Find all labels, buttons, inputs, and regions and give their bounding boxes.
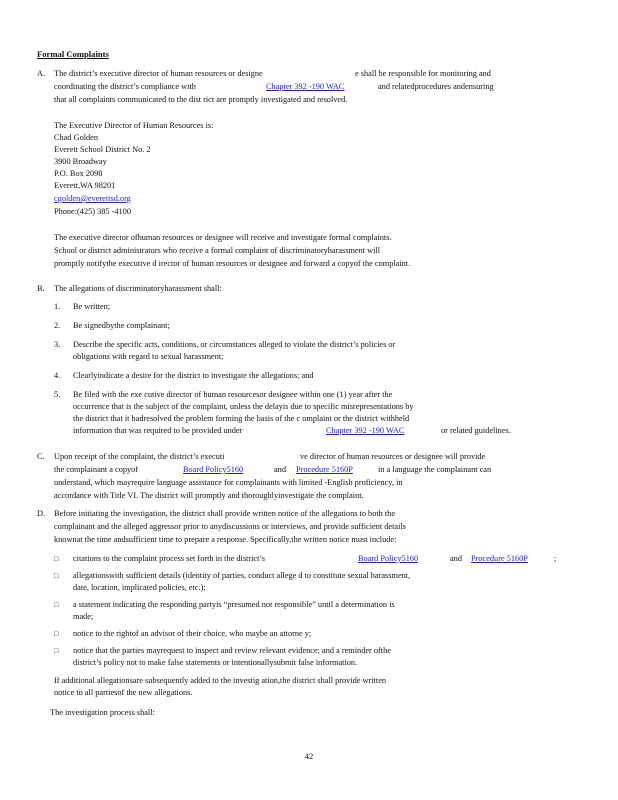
list-item-text: or related guidelines.: [441, 426, 511, 435]
list-item-number: 3.: [54, 340, 61, 349]
list-item-text: information that was required to be provided under: [73, 426, 243, 435]
list-item-text: Be written;: [73, 302, 111, 311]
and-text: and: [450, 554, 462, 563]
section-b-intro: The allegations of discriminatoryharassment shall:: [54, 284, 222, 293]
investigation-process-line: The investigation process shall:: [50, 708, 155, 717]
board-policy-link[interactable]: Board Policy5160: [358, 554, 419, 563]
contact-city: Everett,WA 98201: [54, 181, 116, 190]
bullet-text: allegationswith sufficient details (identity of parties, conduct allege d to constitute sexual harassment,: [73, 571, 411, 580]
page-number: 42: [304, 751, 314, 761]
procedure-link[interactable]: Procedure 5160P: [296, 465, 353, 474]
section-c-line3: understand, which mayrequire language assistance for complainants with limited -English proficiency, in: [54, 478, 403, 487]
list-item-text: Be signedbythe complainant;: [73, 321, 170, 330]
contact-street: 3900 Broadway: [54, 157, 107, 166]
list-item-text: Be filed with the exe cutive director of human resourcesor designee within one (1) year after the: [73, 390, 393, 399]
section-d-line3: knownat the time andsufficient time to prepare a response. Specifically,the written notice must include:: [54, 535, 397, 544]
contact-intro: The Executive Director of Human Resources is:: [54, 121, 214, 130]
section-c-line4: accordance with Title VI. The district will promptly and thoroughlyinvestigate the complaint.: [54, 491, 364, 500]
list-item-text: obligations with regard to sexual harassment;: [73, 352, 224, 361]
contact-phone: Phone:(425) 385 -4100: [54, 207, 131, 216]
additional-allegations-line1: If additional allegationsare subsequently added to the investig ation,the district shall provide written: [54, 676, 387, 685]
section-c-line1-end: ve director of human resources or designee will provide: [300, 452, 486, 461]
section-a-line3: that all complaints communicated to the dist rict are promptly investigated and resolved.: [54, 95, 348, 104]
contact-name: Chad Golden: [54, 133, 99, 142]
section-c-line2: the complainant a copyof: [54, 465, 139, 474]
bullet-text: notice to the rightof an advisor of their choice, who maybe an attorne y;: [73, 629, 312, 638]
contact-po-box: P.O. Box 2098: [54, 169, 103, 178]
section-c-letter: C.: [37, 452, 45, 461]
list-item-text: the district that it hadresolved the problem forming the basis of the c omplaint or the district withheld: [73, 414, 410, 423]
section-c-line2-end: in a language the complainant can: [378, 465, 492, 474]
bullet-text: citations to the complaint process set forth in the district’s: [73, 554, 265, 563]
bullet-icon: □: [54, 647, 59, 655]
list-item-text: Describe the specific acts, conditions, or circumstances alleged to violate the district’s policies or: [73, 340, 396, 349]
bullet-text: date, location, implicated policies, etc.);: [73, 583, 206, 592]
section-a-para2-line3: promptly notifythe executive d irector of human resources or designee and forward a copyof the complaint.: [54, 259, 411, 268]
additional-allegations-line2: notice to all partiesof the new allegations.: [54, 688, 193, 697]
bullet-text: district’s policy not to make false statements or intentionallysubmit false information.: [73, 658, 358, 667]
section-a-para2-line1: The executive director ofhuman resources or designee will receive and investigate formal complaints.: [54, 233, 392, 242]
section-a-line1: The district’s executive director of human resources or designe: [54, 69, 263, 78]
bullet-icon: □: [54, 572, 59, 580]
procedure-link[interactable]: Procedure 5160P: [471, 554, 528, 563]
board-policy-link[interactable]: Board Policy5160: [183, 465, 244, 474]
section-a-para2-line2: School or district administrators who receive a formal complaint of discriminatoryharassment will: [54, 246, 381, 255]
list-item-number: 2.: [54, 321, 61, 330]
section-a-letter: A.: [37, 69, 46, 78]
wac-chapter-link[interactable]: Chapter 392 -190 WAC: [326, 426, 405, 435]
bullet-text: made;: [73, 612, 94, 621]
section-c-line1: Upon receipt of the complaint, the district’s executi: [54, 452, 225, 461]
section-heading: Formal Complaints: [37, 49, 109, 59]
list-item-number: 1.: [54, 302, 61, 311]
list-item-text: Clearlyindicate a desire for the district to investigate the allegations; and: [73, 371, 314, 380]
section-d-letter: D.: [37, 509, 46, 518]
section-b-letter: B.: [37, 284, 45, 293]
bullet-icon: □: [54, 555, 59, 563]
section-d-line2: complainant and the alleged aggressor prior to anydiscussions or interviews, and provide sufficient details: [54, 522, 406, 531]
bullet-text: notice that the parties mayrequest to inspect and review relevant evidence; and a reminder ofthe: [73, 646, 391, 655]
contact-district: Everett School District No. 2: [54, 145, 151, 154]
bullet-icon: □: [54, 601, 59, 609]
list-item-number: 5.: [54, 390, 61, 399]
bullet-icon: □: [54, 630, 59, 638]
list-item-text: occurrence that is the subject of the complaint, unless the delayis due to specific misrepresentations by: [73, 402, 414, 411]
contact-email-link[interactable]: cgolden@everettsd.org: [54, 194, 131, 203]
and-text: and: [274, 465, 286, 474]
section-a-line1-end: e shall be responsible for monitoring and: [355, 69, 491, 78]
section-a-line2: coordinating the district’s compliance with: [54, 82, 196, 91]
section-d-line1: Before initiating the investigation, the district shall provide written notice of the allegations to both the: [54, 509, 396, 518]
list-item-number: 4.: [54, 371, 61, 380]
section-a-line2-end: and relatedprocedures andensuring: [378, 82, 494, 91]
bullet-text: a statement indicating the responding partyis “presumed not responsible” until a determination is: [73, 600, 395, 609]
bullet-text: ;: [554, 554, 557, 563]
wac-chapter-link[interactable]: Chapter 392 -190 WAC: [266, 82, 345, 91]
